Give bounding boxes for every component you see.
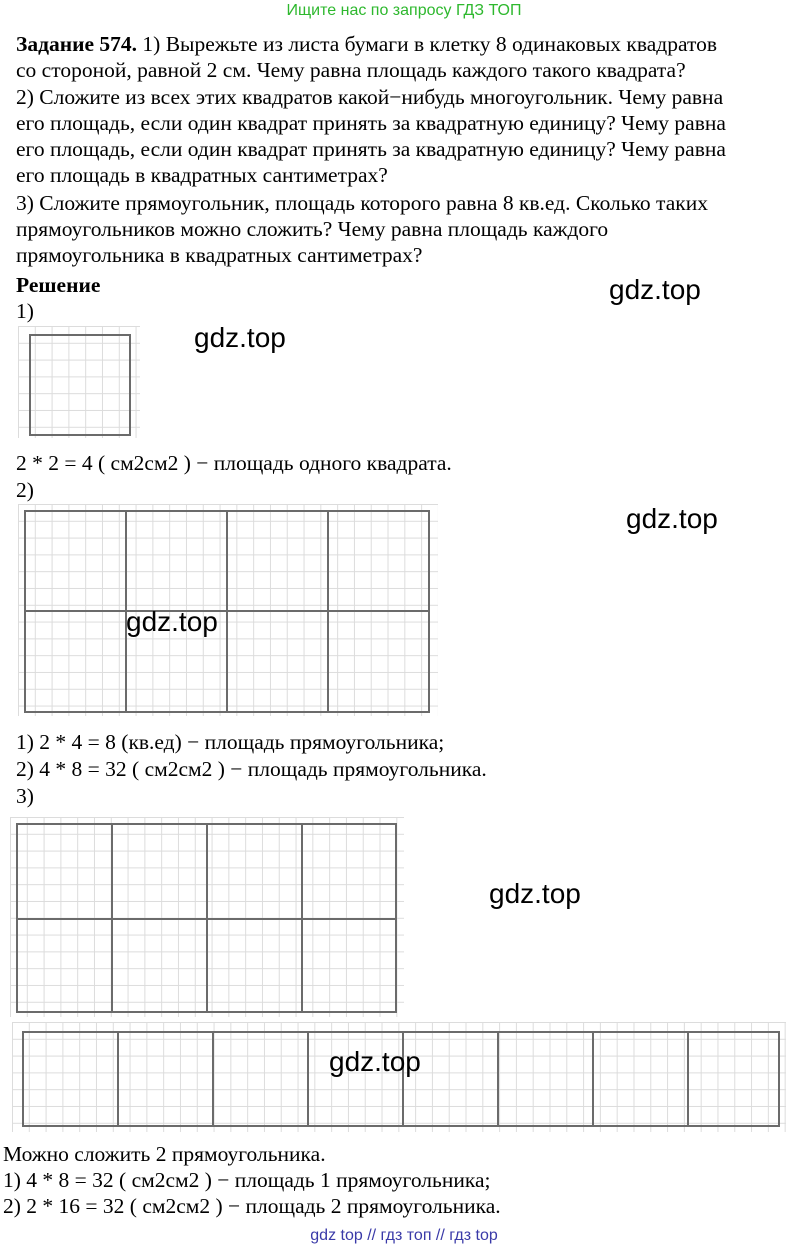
task-line-7: 3) Сложите прямоугольник, площадь которого равна 8 кв.ед. Сколько таких (16, 191, 708, 215)
figure-1-grid (18, 326, 140, 438)
task-line-1 (16, 31, 717, 57)
square-figure (29, 334, 131, 436)
watermark: gdz.top (329, 1046, 421, 1077)
divider-line (592, 1033, 594, 1125)
footer-links[interactable]: gdz top // гдз топ // гдз top (310, 1227, 498, 1244)
divider-line (307, 1033, 309, 1125)
task-text-1: 1) Вырежьте из листа бумаги в клетку 8 одинаковых квадратов (137, 32, 717, 56)
watermark: gdz.top (126, 606, 218, 637)
part3-answer-2: 2) 2 * 16 = 32 ( см2см2 ) − площадь 2 прямоугольника. (3, 1194, 501, 1218)
part3-label: 3) (16, 784, 34, 808)
task-line-5: его площадь, если один квадрат принять за квадратную единицу? Чему равна (16, 137, 726, 161)
task-line-6: его площадь в квадратных сантиметрах? (16, 163, 388, 187)
watermark: gdz.top (626, 503, 718, 534)
rectangle-2x4-figure (16, 823, 397, 1013)
task-line-9: прямоугольника в квадратных сантиметрах? (16, 243, 423, 267)
task-line-3: 2) Сложите из всех этих квадратов какой−нибудь многоугольник. Чему равна (16, 85, 724, 109)
watermark: gdz.top (194, 322, 286, 353)
watermark: gdz.top (609, 274, 701, 305)
top-banner: Ищите нас по запросу ГДЗ ТОП (286, 2, 522, 19)
part1-answer: 2 * 2 = 4 ( см2см2 ) − площадь одного квадрата. (16, 451, 452, 475)
figure-2-grid (18, 504, 438, 716)
part2-answer-2: 2) 4 * 8 = 32 ( см2см2 ) − площадь прямоугольника. (16, 757, 487, 781)
part2-answer-1: 1) 2 * 4 = 8 (кв.ед) − площадь прямоугольника; (16, 730, 445, 754)
part3-summary: Можно сложить 2 прямоугольника. (3, 1142, 326, 1166)
figure-3a-grid (10, 817, 404, 1017)
divider-line (26, 610, 428, 612)
part3-answer-1: 1) 4 * 8 = 32 ( см2см2 ) − площадь 1 прямоугольника; (3, 1168, 491, 1192)
task-line-2: со стороной, равной 2 см. Чему равна площадь каждого такого квадрата? (16, 58, 686, 82)
watermark: gdz.top (489, 878, 581, 909)
task-line-8: прямоугольников можно сложить? Чему равна площадь каждого (16, 217, 609, 241)
part2-label: 2) (16, 478, 34, 502)
divider-line (117, 1033, 119, 1125)
divider-line (497, 1033, 499, 1125)
divider-line (18, 918, 395, 920)
divider-line (687, 1033, 689, 1125)
solution-heading: Решение (16, 273, 101, 297)
divider-line (212, 1033, 214, 1125)
rectangle-2x4-figure (24, 510, 430, 713)
task-line-4: его площадь, если один квадрат принять за квадратную единицу? Чему равна (16, 111, 726, 135)
part1-label: 1) (16, 299, 34, 323)
task-label: Задание 574. (16, 32, 138, 56)
